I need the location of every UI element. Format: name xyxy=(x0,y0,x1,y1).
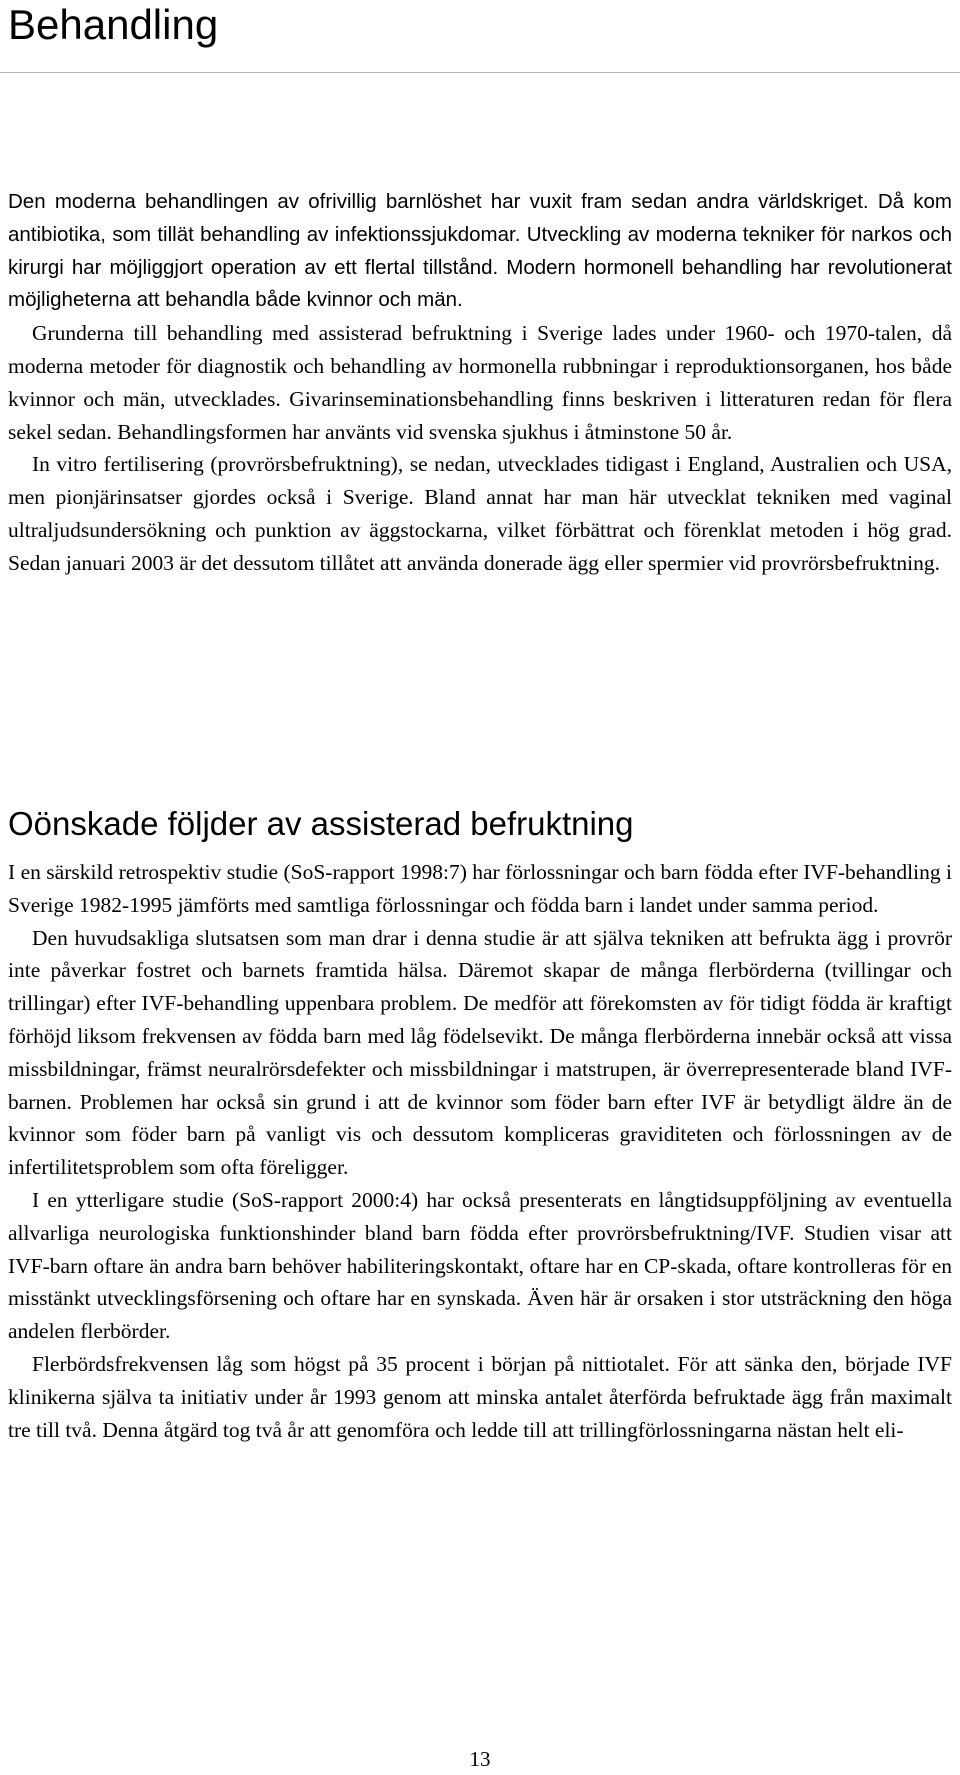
page-heading: Behandling xyxy=(8,1,219,48)
paragraph-ytterligare-studie: I en ytterligare studie (SoS-rapport 2000:4) har också presenterats en långtidsuppföljning av eventuella allvarliga neurologiska funktionshinder bland barn födda efter provrörsbefruktning/IVF. Studien visar att IVF-barn oftare än andra barn behöver habiliteringskontakt, oftare har en CP-skada, oftare kontrolleras för en misstänkt utvecklingsförsening och oftare har en synskada. Även här är orsaken i stor utsträckning den höga andelen flerbörder. xyxy=(8,1187,952,1344)
paragraph-retrospektiv-studie: I en särskild retrospektiv studie (SoS-rapport 1998:7) har förlossningar och barn födda efter IVF-behandling i Sverige 1982-1995 jämförts med samtliga förlossningar och födda barn i landet under samma period. xyxy=(8,860,952,917)
section-oonskade-body xyxy=(8,856,952,1446)
paragraph-flerbordsfrekvens: Flerbördsfrekvensen låg som högst på 35 procent i början på nittiotalet. För att sänka den, började IVF klinikerna själva ta initiativ under år 1993 genom att minska antalet återförda befruktade ägg från maximalt tre till två. Denna åtgärd tog två år att genomföra och ledde till att trillingförlossningarna nästan helt eli- xyxy=(8,1351,952,1442)
paragraph-ivf-history: In vitro fertilisering (provrörsbefruktning), se nedan, utvecklades tidigast i England, Australien och USA, men pionjärinsatser gjordes också i Sverige. Bland annat har man här utvecklat tekniken med vaginal ultraljudsundersökning och punktion av äggstockarna, vilket förbättrat och förenklat metoden i hög grad. Sedan januari 2003 är det dessutom tillåtet att använda donerade ägg eller spermier vid provrörsbefruktning. xyxy=(8,452,952,575)
heading-divider xyxy=(0,72,960,73)
paragraph-slutsats: Den huvudsakliga slutsatsen som man drar i denna studie är att själva tekniken att befrukta ägg i provrör inte påverkar fostret och barnets framtida hälsa. Däremot skapar de många flerbörderna (tvillingar och trillingar) efter IVF-behandling uppenbara problem. De medför att förekomsten av för tidigt födda är kraftigt förhöjd liksom frekvensen av födda barn med låg födelsevikt. De många flerbörderna innebär också att vissa missbildningar, främst neuralrörsdefekter och missbildningar i matstrupen, är överrepresenterade bland IVF-barnen. Problemen har också sin grund i att de kvinnor som föder barn efter IVF är betydligt äldre än de kvinnor som föder barn på vanligt vis och dessutom kompliceras graviditeten och förlossningen av de infertilitetsproblem som ofta föreligger. xyxy=(8,925,952,1180)
paragraph-intro: Den moderna behandlingen av ofrivillig barnlöshet har vuxit fram sedan andra världskriget. Då kom antibiotika, som tillät behandling av infektionssjukdomar. Utveckling av moderna tekniker för narkos och kirurgi har möjliggjort operation av ett flertal tillstånd. Modern hormonell behandling har revolutionerat möjligheterna att behandla både kvinnor och män. xyxy=(8,190,952,312)
section-behandling-body xyxy=(8,186,952,580)
section-heading-oonskade: Oönskade följder av assisterad befruktning xyxy=(8,805,634,842)
page-number: 13 xyxy=(469,1747,491,1771)
paragraph-grunderna: Grunderna till behandling med assisterad befruktning i Sverige lades under 1960- och 1970-talen, då moderna metoder för diagnostik och behandling av hormonella rubbningar i reproduktionsorganen, hos både kvinnor och män, utvecklades. Givarinseminationsbehandling finns beskriven i litteraturen redan för flera sekel sedan. Behandlingsformen har använts vid svenska sjukhus i åtminstone 50 år. xyxy=(8,321,952,444)
